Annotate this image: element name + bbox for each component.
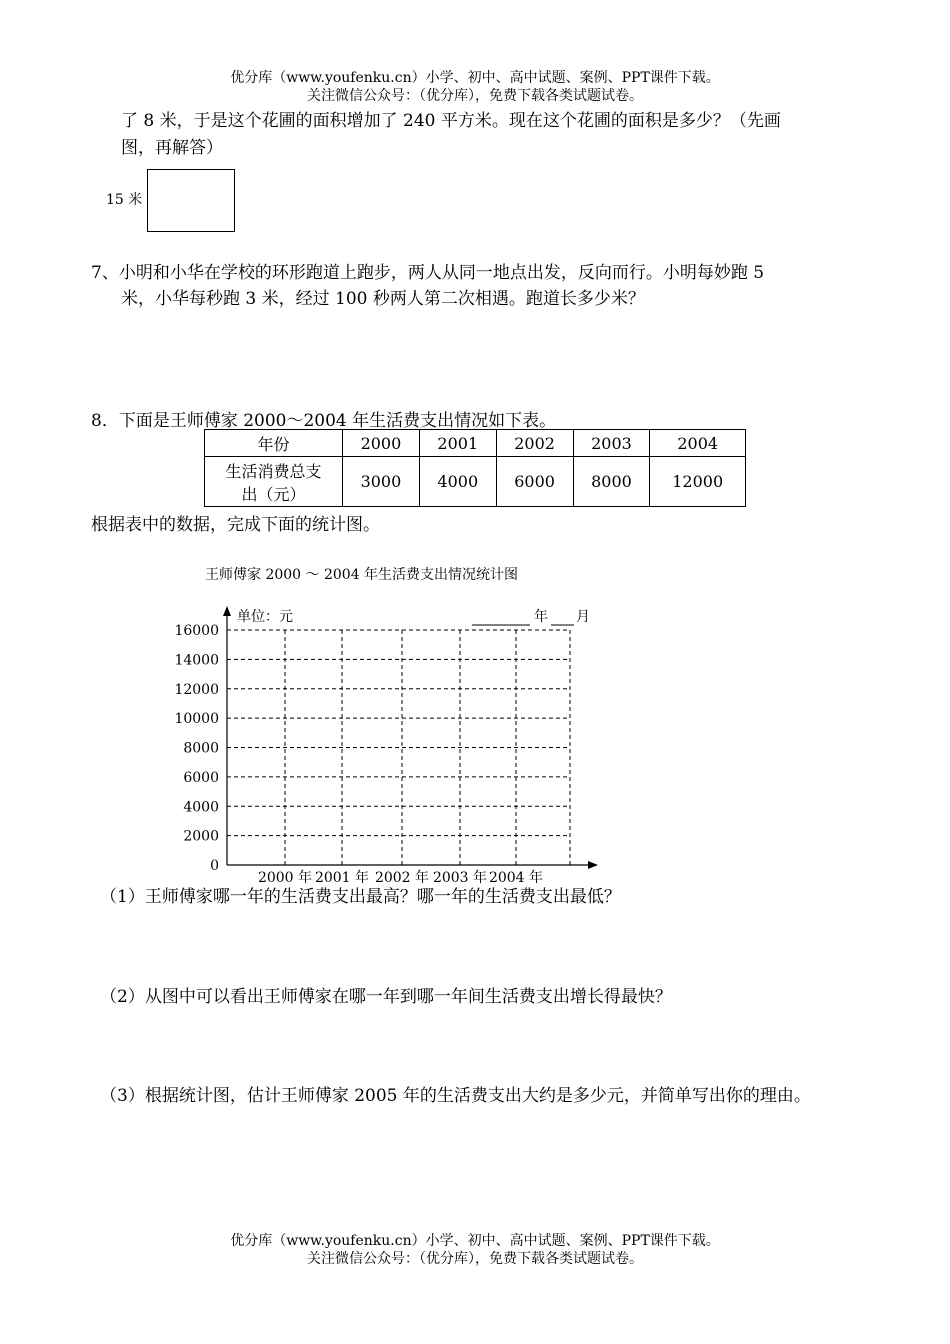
q6-text-line-2: 图，再解答） [121,138,223,158]
table-header-cell: 年份 [205,430,343,457]
table-row-label-line-2: 出（元） [241,484,306,504]
y-tick-label: 12000 [174,681,219,698]
chart-unit-label: 单位：元 [237,609,293,625]
table-year-cell: 2002 [496,430,573,457]
table-value-cell: 6000 [496,457,573,507]
x-tick-label: 2000 年 [257,870,313,886]
chart-axes [223,606,598,869]
x-tick-label: 2003 年 [432,870,488,886]
chart-grid [227,630,570,865]
y-tick-label: 4000 [183,799,219,816]
table-year-cell: 2003 [573,430,650,457]
y-tick-label: 2000 [183,828,219,845]
table-row-label [205,457,343,507]
table-year-cell: 2001 [419,430,496,457]
header-line-1: 优分库（www.youfenku.cn）小学、初中、高中试题、案例、PPT课件下载。 [230,70,720,86]
y-tick-label: 10000 [174,711,219,728]
table-value-cell: 12000 [650,457,746,507]
q8-subquestion-1: （1）王师傅家哪一年的生活费支出最高？哪一年的生活费支出最低？ [100,887,621,907]
y-tick-label: 0 [210,858,219,874]
table-year-cell: 2004 [650,430,746,457]
footer-line-1: 优分库（www.youfenku.cn）小学、初中、高中试题、案例、PPT课件下载。 [230,1233,720,1249]
y-tick-labels [174,623,219,874]
table-row-values [205,457,746,507]
date-month-suffix: 月 [576,609,590,625]
y-tick-label: 6000 [183,769,219,786]
table-value-cell: 8000 [573,457,650,507]
q8-subquestion-2: （2）从图中可以看出王师傅家在哪一年到哪一年间生活费支出增长得最快？ [100,987,672,1007]
q7-text-line-1: 7、小明和小华在学校的环形跑道上跑步，两人从同一地点出发，反向而行。小明每妙跑 5 [91,263,765,283]
expense-table [204,429,746,507]
y-tick-label: 8000 [183,740,219,757]
q8-intro: 8．下面是王师傅家 2000～2004 年生活费支出情况如下表。 [91,411,557,431]
line-chart [0,590,950,890]
q6-diagram-label: 15 米 [106,192,143,208]
date-year-suffix: 年 [534,609,548,625]
y-axis-arrow [223,606,231,616]
y-tick-label: 16000 [174,623,219,639]
x-axis-arrow [588,861,598,869]
q6-garden-rectangle [147,169,235,232]
q8-instruction: 根据表中的数据，完成下面的统计图。 [91,515,380,535]
table-value-cell: 4000 [419,457,496,507]
q7-text-line-2: 米，小华每秒跑 3 米，经过 100 秒两人第二次相遇。跑道长多少米？ [121,289,645,309]
chart-title: 王师傅家 2000 ～ 2004 年生活费支出情况统计图 [205,567,519,583]
footer-line-2: 关注微信公众号：（优分库），免费下载各类试题试卷。 [307,1251,643,1267]
table-row-label-line-1: 生活消费总支 [225,461,322,481]
x-tick-label: 2002 年 [374,870,430,886]
table-row-years [205,430,746,457]
x-tick-label: 2004 年 [488,870,544,886]
x-tick-label: 2001 年 [314,870,370,886]
q8-subquestion-3: （3）根据统计图，估计王师傅家 2005 年的生活费支出大约是多少元，并简单写出你的理由。 [100,1086,811,1106]
table-value-cell: 3000 [343,457,420,507]
q6-text-line-1: 了 8 米，于是这个花圃的面积增加了 240 平方米。现在这个花圃的面积是多少？（先画 [121,111,781,131]
header-line-2: 关注微信公众号：（优分库），免费下载各类试题试卷。 [307,88,643,104]
y-tick-label: 14000 [174,652,219,669]
table-year-cell: 2000 [343,430,420,457]
